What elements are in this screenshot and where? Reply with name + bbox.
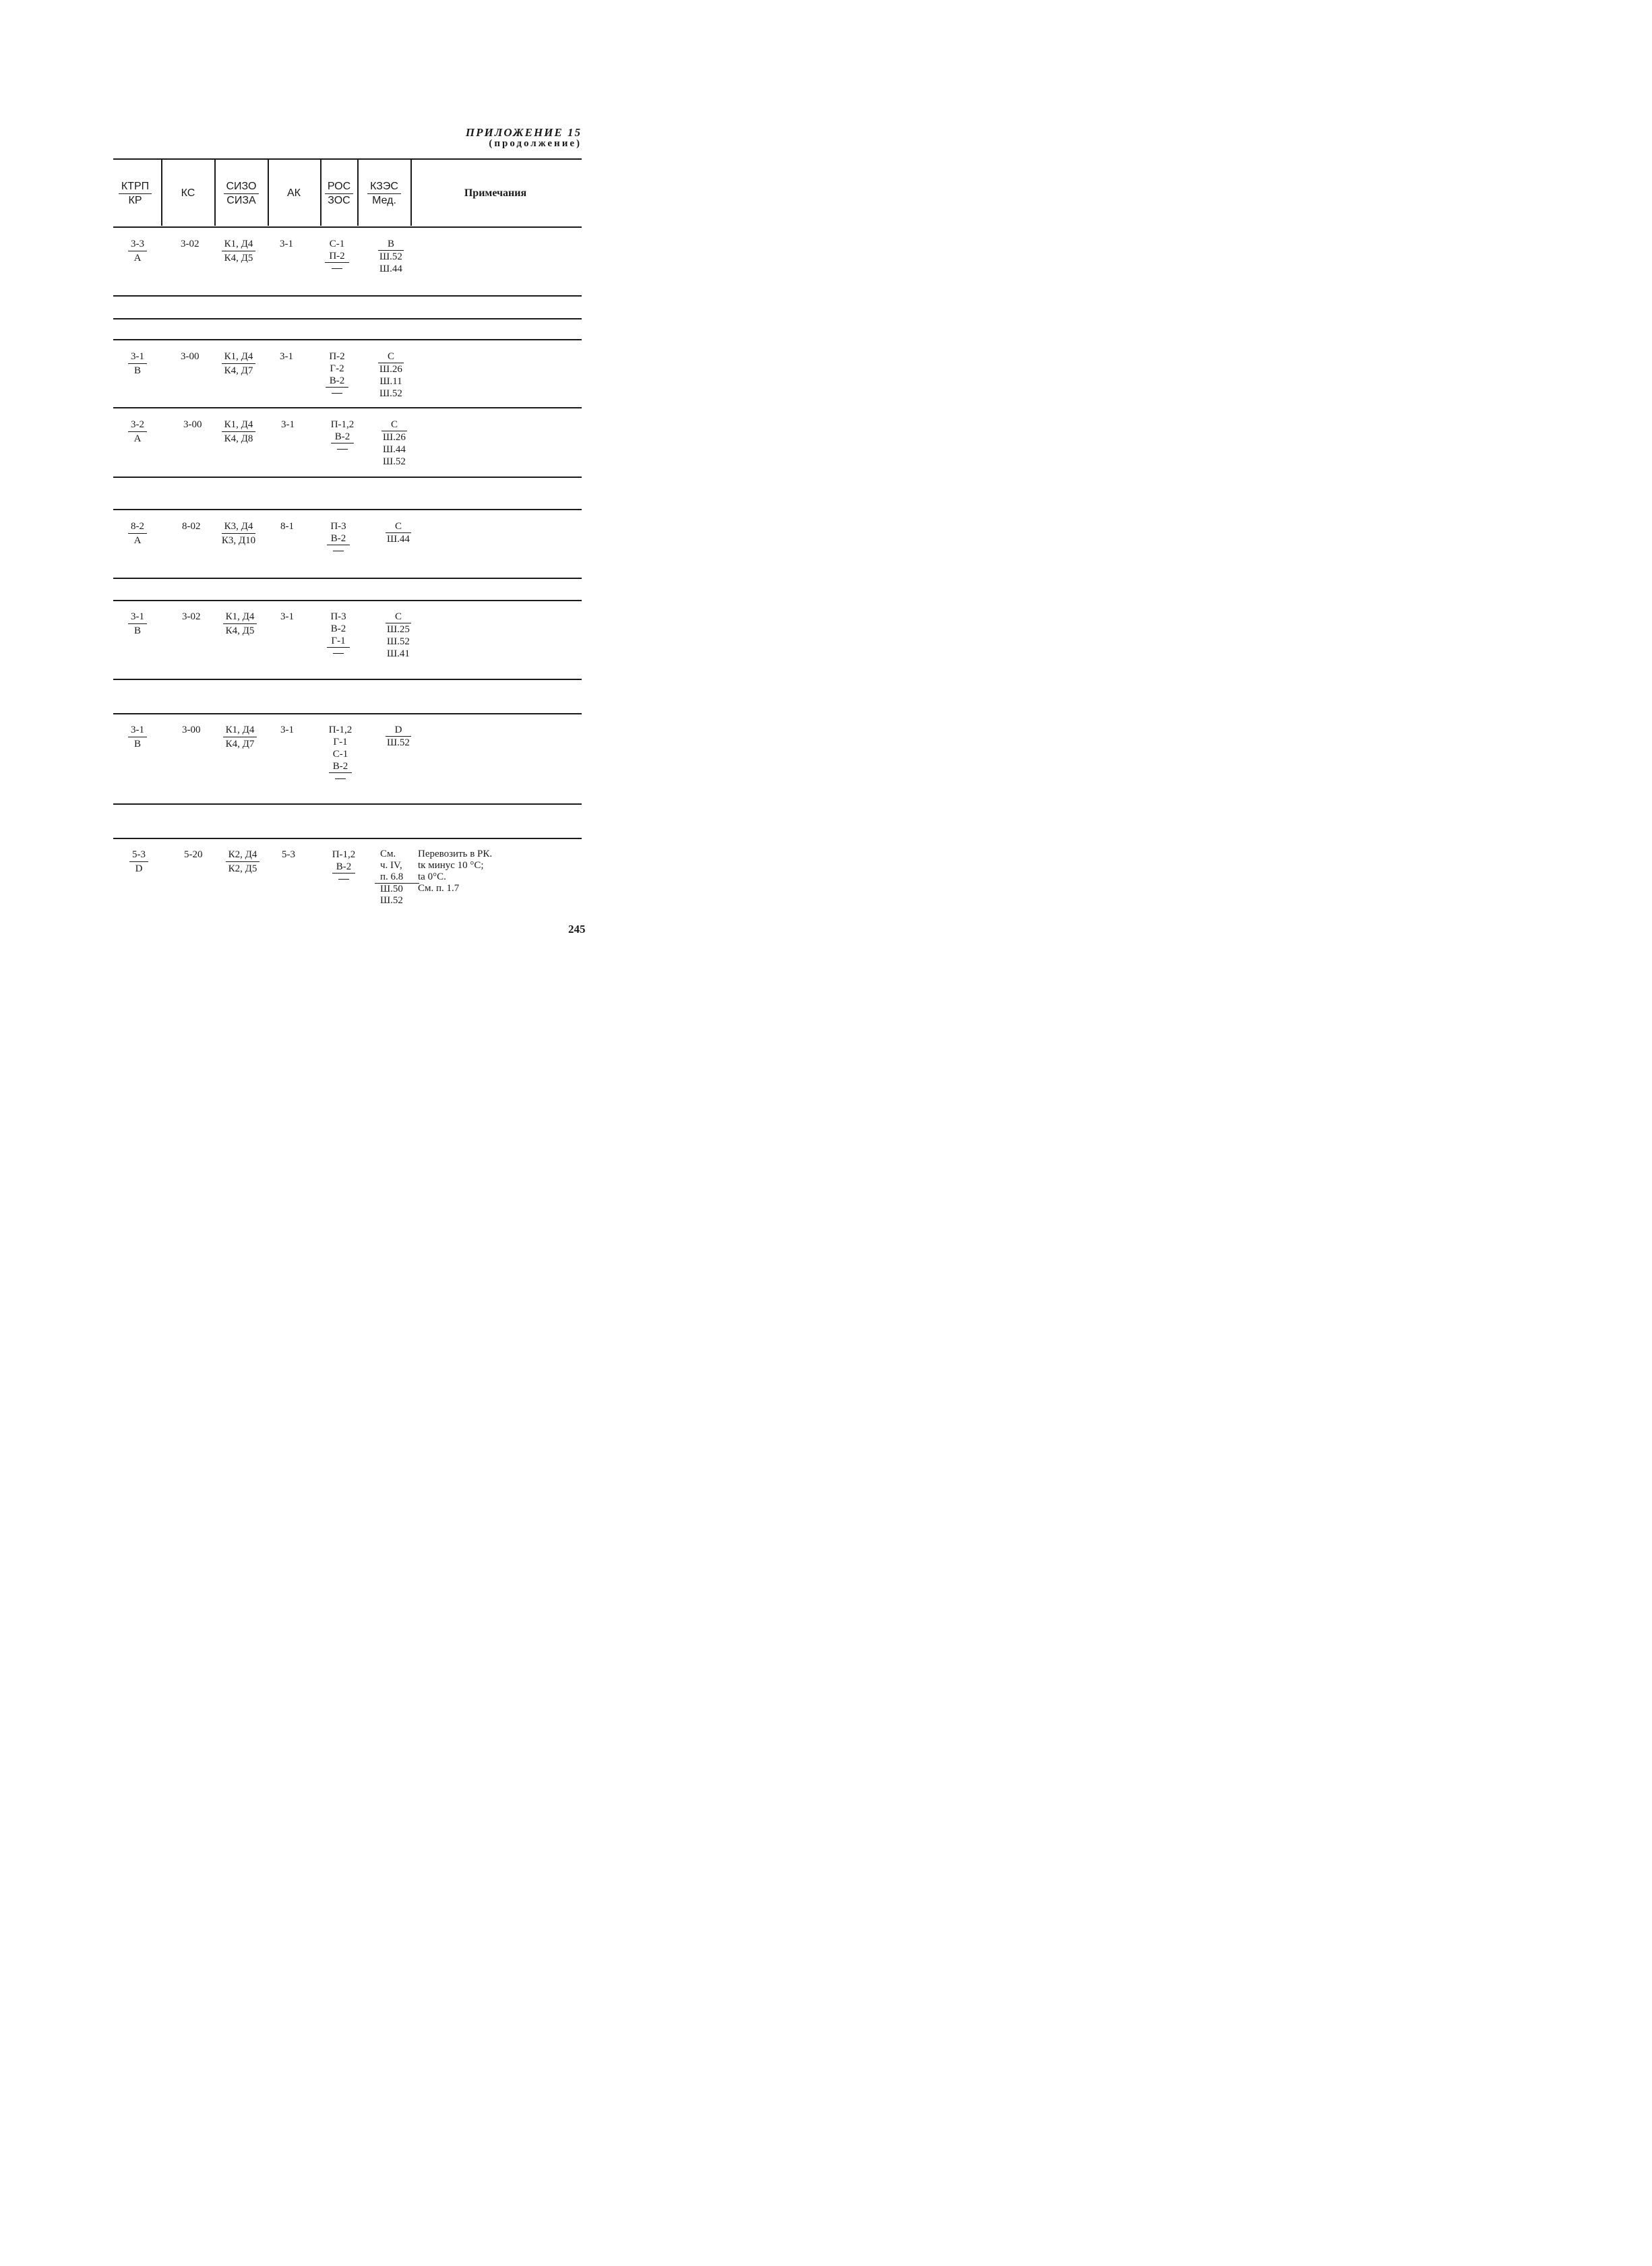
- med-item: Ш.52: [379, 388, 402, 399]
- kzes-med-values: [364, 350, 418, 400]
- row-divider: [113, 679, 582, 680]
- ktrp-value: 3-2: [128, 419, 147, 432]
- row-ktrp-kr: [116, 238, 159, 264]
- ak-value: 3-1: [280, 351, 293, 362]
- kzes-ref-line: ч. IV,: [380, 860, 402, 871]
- med-item: Ш.52: [387, 636, 410, 647]
- ros-item: П-1,2: [332, 849, 356, 860]
- kzes-med-values: [364, 238, 418, 275]
- ks-value: 8-02: [182, 521, 201, 532]
- med-item: Ш.44: [379, 264, 402, 274]
- kzes-value: С: [386, 611, 411, 623]
- row-divider: [113, 407, 582, 408]
- siza-value: К3, Д10: [221, 535, 256, 546]
- kzes-value: С: [378, 350, 404, 363]
- med-item: Ш.52: [387, 737, 410, 748]
- column-separator: [214, 160, 216, 226]
- ktrp-value: 3-1: [128, 611, 147, 624]
- ak-value: 8-1: [280, 521, 294, 532]
- kr-value: А: [133, 433, 142, 444]
- page-number: 245: [568, 923, 586, 936]
- ros-item: П-3: [330, 521, 346, 532]
- ros-zos-values: [321, 419, 364, 450]
- kr-value: В: [133, 739, 141, 749]
- ks-value: 5-20: [184, 849, 203, 860]
- header-ktrp-kr: [110, 181, 160, 207]
- header-kzes: КЗЭС: [367, 181, 401, 194]
- header-ros-zos: [322, 181, 356, 207]
- sizo-value: К1, Д4: [223, 611, 257, 624]
- kzes-value: D: [386, 724, 412, 737]
- ak-value: 3-1: [280, 611, 294, 622]
- ak-value: 3-1: [281, 419, 295, 430]
- zos-empty: [332, 268, 342, 269]
- sizo-value: К1, Д4: [223, 724, 257, 737]
- sizo-value: К1, Д4: [222, 350, 256, 364]
- ros-zos-values: [318, 611, 359, 654]
- med-item: Ш.26: [379, 364, 402, 375]
- row-divider: [113, 509, 582, 510]
- header-sizo-siza: [217, 181, 266, 207]
- row-sizo-siza: [213, 419, 264, 445]
- ros-item: П-1,2: [330, 419, 355, 430]
- row-ktrp-kr: [116, 520, 159, 547]
- siza-value: К4, Д5: [224, 253, 253, 264]
- row-divider: [113, 339, 582, 340]
- zos-empty: [335, 778, 346, 779]
- siza-value: К2, Д5: [228, 863, 257, 874]
- kzes-med-values: [371, 520, 425, 545]
- siza-value: К4, Д7: [224, 365, 253, 376]
- kzes-ref-line: См.: [380, 849, 396, 859]
- row-divider: [113, 318, 582, 319]
- kr-value: А: [133, 535, 142, 546]
- med-item: Ш.50: [375, 883, 419, 895]
- med-item: Ш.11: [379, 376, 402, 387]
- header-kzes-med: [359, 181, 409, 207]
- ros-item: В-2: [329, 760, 353, 773]
- header-siza: СИЗА: [226, 195, 256, 206]
- row-divider: [113, 295, 582, 297]
- kr-value: D: [135, 863, 143, 874]
- med-item: Ш.52: [383, 456, 406, 467]
- note-line: См. п. 1.7: [418, 883, 460, 894]
- zos-empty: [333, 653, 344, 654]
- sizo-value: К1, Д4: [222, 419, 256, 432]
- ktrp-value: 3-1: [128, 350, 147, 364]
- kzes-med-values: [371, 724, 425, 749]
- siza-value: К4, Д5: [225, 625, 255, 636]
- zos-empty: [332, 393, 342, 394]
- column-separator: [357, 160, 359, 226]
- zos-empty: [337, 449, 348, 450]
- header-notes: Примечания: [464, 187, 527, 199]
- row-divider: [113, 578, 582, 579]
- ak-value: 5-3: [282, 849, 295, 860]
- ros-item: П-1,2: [328, 725, 353, 735]
- sizo-value: К1, Д4: [222, 238, 256, 251]
- kzes-med-values: [367, 419, 421, 468]
- ros-item: Г-1: [333, 737, 348, 747]
- row-ktrp-kr: [116, 350, 159, 377]
- ros-item: П-2: [329, 351, 345, 362]
- row-sizo-siza: [213, 520, 264, 547]
- ros-item: П-2: [325, 250, 348, 263]
- ros-zos-values: [322, 849, 365, 880]
- siza-value: К4, Д8: [224, 433, 253, 444]
- header-med: Мед.: [372, 195, 396, 206]
- table-top-rule: [113, 158, 582, 160]
- kzes-ref-line: п. 6.8: [380, 871, 404, 882]
- kzes-value: С: [386, 520, 411, 533]
- med-item: Ш.52: [380, 895, 403, 906]
- row-ktrp-kr: [117, 849, 160, 875]
- row-sizo-siza: [217, 849, 268, 875]
- ros-item: С-1: [329, 239, 345, 249]
- med-item: Ш.26: [383, 432, 406, 443]
- ks-value: 3-00: [182, 725, 201, 735]
- header-ros: РОС: [325, 181, 353, 194]
- row-ktrp-kr: [116, 611, 159, 637]
- notes-cell: [418, 849, 532, 894]
- ros-item: В-2: [331, 431, 355, 443]
- siza-value: К4, Д7: [225, 739, 255, 749]
- row-sizo-siza: [213, 350, 264, 377]
- header-kr: КР: [128, 195, 142, 206]
- ros-item: В-2: [327, 532, 350, 545]
- ros-item: В-2: [332, 861, 356, 874]
- column-separator: [161, 160, 162, 226]
- row-divider: [113, 713, 582, 714]
- header-sizo: СИЗО: [224, 181, 259, 194]
- zos-empty: [338, 879, 349, 880]
- header-zos: ЗОС: [328, 195, 350, 206]
- ros-item: В-2: [330, 623, 346, 634]
- kzes-value: С: [381, 419, 407, 431]
- note-line: Перевозить в РК.: [418, 849, 493, 859]
- kr-value: В: [133, 365, 141, 376]
- header-bottom-rule: [113, 226, 582, 228]
- med-item: Ш.41: [387, 648, 410, 659]
- ros-item: Г-2: [330, 363, 344, 374]
- ks-value: 3-00: [183, 419, 202, 430]
- ros-zos-values: [319, 724, 362, 779]
- row-sizo-siza: [213, 238, 264, 264]
- ks-value: 3-02: [182, 611, 201, 622]
- ks-value: 3-02: [181, 239, 200, 249]
- ros-zos-values: [317, 238, 357, 269]
- ros-item: П-3: [330, 611, 346, 622]
- row-ktrp-kr: [116, 724, 159, 750]
- sizo-value: К3, Д4: [222, 520, 256, 534]
- ros-zos-values: [318, 520, 359, 551]
- ktrp-value: 3-1: [128, 724, 147, 737]
- med-item: Ш.25: [387, 624, 410, 635]
- ktrp-value: 8-2: [128, 520, 147, 534]
- kzes-med-values: [371, 611, 425, 660]
- ktrp-value: 5-3: [129, 849, 148, 862]
- header-ks: КС: [181, 187, 195, 199]
- ks-value: 3-00: [181, 351, 200, 362]
- ak-value: 3-1: [280, 239, 293, 249]
- kr-value: А: [133, 253, 142, 264]
- med-item: Ш.44: [383, 444, 406, 455]
- kzes-med-reference: [380, 849, 421, 907]
- appendix-title: ПРИЛОЖЕНИЕ 15: [465, 126, 582, 139]
- row-divider: [113, 477, 582, 478]
- ros-item: Г-1: [327, 635, 349, 648]
- appendix-subtitle: (продолжение): [489, 138, 582, 149]
- row-divider: [113, 600, 582, 601]
- note-line: tа 0°С.: [418, 871, 446, 882]
- med-item: Ш.44: [387, 534, 410, 545]
- ktrp-value: 3-3: [128, 238, 147, 251]
- row-sizo-siza: [214, 724, 266, 750]
- kr-value: В: [133, 625, 141, 636]
- ros-item: В-2: [326, 375, 349, 388]
- kzes-value: В: [378, 238, 404, 251]
- column-separator: [410, 160, 412, 226]
- ak-value: 3-1: [280, 725, 294, 735]
- header-ak: АК: [287, 187, 301, 199]
- row-ktrp-kr: [116, 419, 159, 445]
- column-separator: [320, 160, 322, 226]
- column-separator: [268, 160, 269, 226]
- row-divider: [113, 803, 582, 805]
- ros-zos-values: [317, 350, 357, 394]
- header-ktrp: КТРП: [119, 181, 152, 194]
- sizo-value: К2, Д4: [226, 849, 260, 862]
- note-line: tк минус 10 °С;: [418, 860, 484, 871]
- ros-item: С-1: [332, 749, 348, 760]
- med-item: Ш.52: [379, 251, 402, 262]
- row-sizo-siza: [214, 611, 266, 637]
- row-divider: [113, 838, 582, 839]
